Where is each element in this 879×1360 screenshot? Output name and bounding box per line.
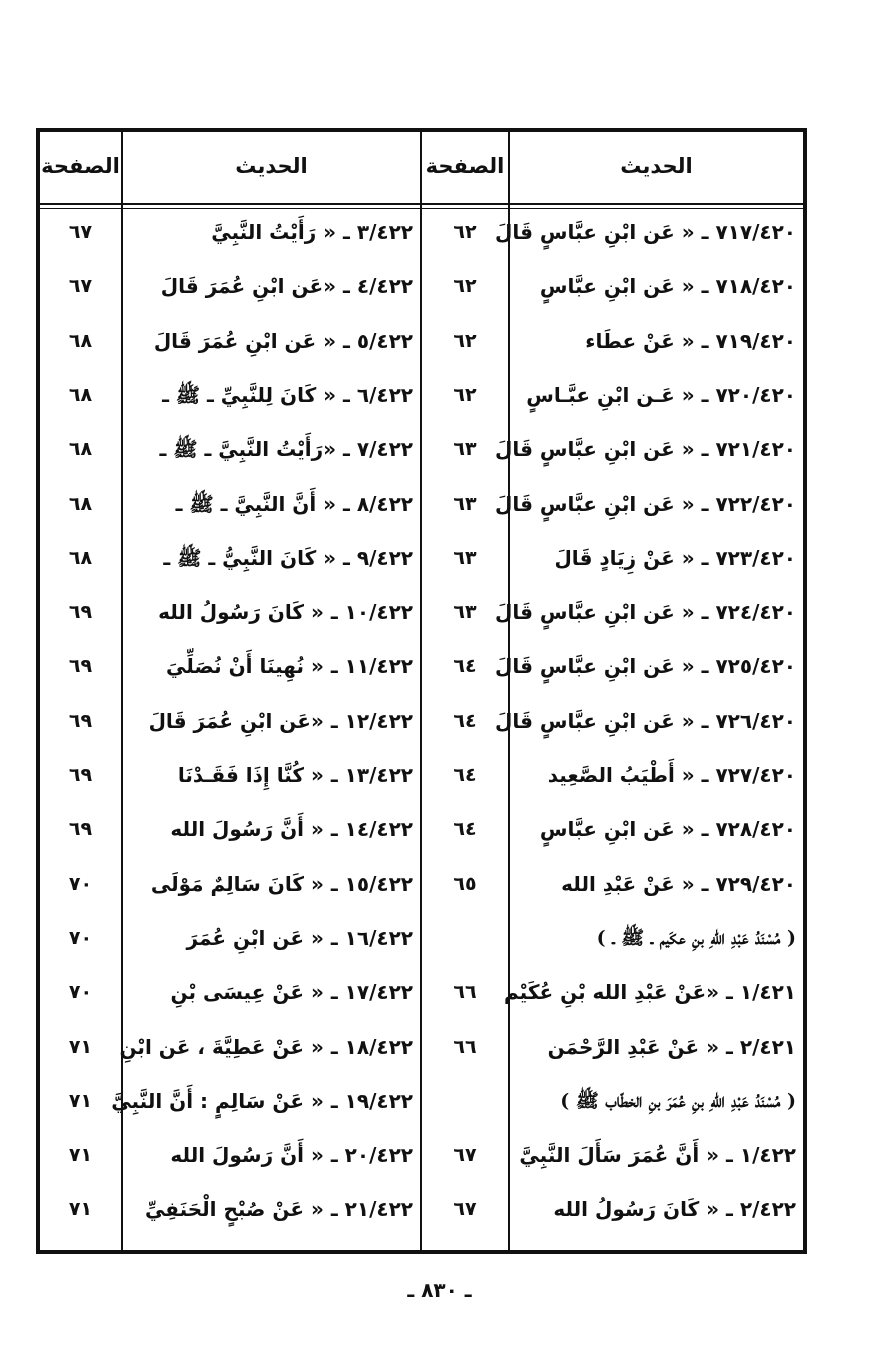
- table-row: [40, 918, 803, 958]
- page-ref: ٦٢: [453, 275, 477, 298]
- hadith-entry: ٧٢٠/٤٢٠ ـ « عَـن ابْنِ عبَّـاسٍ: [526, 382, 796, 407]
- page-ref: ٦٩: [68, 601, 93, 624]
- hadith-entry: ١٢/٤٢٢ ـ «عَن ابْنِ عُمَرَ قَالَ: [148, 708, 413, 733]
- page-ref: ٦٣: [453, 492, 477, 515]
- table-row: [40, 755, 803, 795]
- header-page-left: الصفحة: [41, 154, 120, 178]
- hadith-entry: ١١/٤٢٢ ـ « نُهِينَا أَنْ نُصَلِّيَ: [165, 654, 413, 679]
- hadith-entry: ٧٢٨/٤٢٠ ـ « عَن ابْنِ عبَّاسٍ: [539, 817, 796, 842]
- page-ref: ٦٨: [68, 383, 93, 406]
- page-ref: ٧٠: [68, 981, 93, 1004]
- hadith-entry: ١/٤٢١ ـ «عَنْ عَبْدِ الله بْنِ عُكَيْم: [503, 980, 796, 1005]
- page-ref: ٦٣: [453, 601, 477, 624]
- page-ref: ٦٧: [453, 1144, 477, 1167]
- page-ref: ٦٤: [453, 818, 477, 841]
- page-ref: ٧١: [68, 1035, 93, 1058]
- hadith-entry: ١٧/٤٢٢ ـ « عَنْ عِيسَى بْنِ: [170, 980, 413, 1005]
- hadith-entry: ١٨/٤٢٢ ـ « عَنْ عَطِيَّةَ ، عَن ابْنِ: [119, 1034, 413, 1059]
- page-ref: ٦٤: [453, 709, 477, 732]
- hadith-entry: ١٠/٤٢٢ ـ « كَانَ رَسُولُ الله: [158, 600, 413, 625]
- page-ref: ٦٧: [453, 1198, 477, 1221]
- header-page-right: الصفحة: [425, 154, 505, 178]
- hadith-entry: ١٥/٤٢٢ ـ « كَانَ سَالِمٌ مَوْلَى: [150, 871, 413, 896]
- hadith-entry: ٧٢٧/٤٢٠ ـ « أَطْيَبُ الصَّعِيد: [547, 763, 796, 787]
- table-row: [40, 1081, 803, 1121]
- page-ref: ٦٦: [453, 981, 477, 1004]
- page-number: ـ ٨٣٠ ـ: [407, 1278, 472, 1302]
- table-row: [40, 375, 803, 415]
- hadith-entry: ١٩/٤٢٢ ـ « عَنْ سَالِمٍ : أَنَّ النَّبِيَّ: [111, 1088, 413, 1113]
- page-ref: ٦٨: [68, 329, 93, 352]
- hadith-entry: ٢١/٤٢٢ ـ « عَنْ صُبْحٍ الْحَنَفِيِّ: [144, 1197, 413, 1222]
- hadith-entry: ٧١٩/٤٢٠ ـ « عَنْ عطَاء: [585, 328, 796, 353]
- section-heading: ( مُسْنَدُ عَبْدِ اللهِ بنِ عكَيم ـ ﷺ ـ ): [596, 926, 796, 949]
- index-table: [36, 128, 807, 1254]
- page-ref: ٦٣: [453, 438, 477, 461]
- page-ref: ٦٨: [68, 438, 93, 461]
- table-row: [40, 538, 803, 578]
- hadith-entry: ٩/٤٢٢ ـ « كَانَ النَّبِيُّ ـ ﷺ ـ: [163, 545, 413, 570]
- table-row: [40, 321, 803, 361]
- page-ref: ٦٤: [453, 655, 477, 678]
- header-divider: [40, 208, 803, 209]
- table-row: [40, 212, 803, 252]
- table-row: [40, 1189, 803, 1229]
- page-ref: ٦٩: [68, 709, 93, 732]
- table-row: [40, 592, 803, 632]
- page-ref: ٦٢: [453, 383, 477, 406]
- page-ref: ٦٥: [453, 872, 477, 895]
- hadith-entry: ٣/٤٢٢ ـ « رَأَيْتُ النَّبِيَّ: [211, 220, 413, 244]
- header-divider: [40, 203, 803, 205]
- page-ref: ٦٧: [68, 275, 93, 298]
- hadith-entry: ١٤/٤٢٢ ـ « أَنَّ رَسُولَ الله: [170, 817, 413, 842]
- table-row: [40, 646, 803, 686]
- page-ref: ٦٢: [453, 329, 477, 352]
- section-heading: ( مُسْنَدُ عَبْدِ اللهِ بنِ عُمَرَ بنِ الخطّاب ﷺ ): [560, 1089, 796, 1112]
- page-ref: ٦٨: [68, 546, 93, 569]
- hadith-entry: ٢٠/٤٢٢ ـ « أَنَّ رَسُولَ الله: [170, 1143, 413, 1168]
- hadith-entry: ٧٢٤/٤٢٠ ـ « عَن ابْنِ عبَّاسٍ قَالَ: [495, 600, 796, 625]
- hadith-entry: ٢/٤٢٢ ـ « كَانَ رَسُولُ الله: [553, 1197, 796, 1222]
- hadith-entry: ٧١٨/٤٢٠ ـ « عَن ابْنِ عبَّاسٍ: [539, 274, 796, 299]
- hadith-entry: ٧٢٢/٤٢٠ ـ « عَن ابْنِ عبَّاسٍ قَالَ: [495, 491, 796, 516]
- hadith-entry: ٧٢٣/٤٢٠ ـ « عَنْ زِيَادٍ قَالَ: [554, 545, 796, 570]
- header-hadith-right: الحديث: [620, 154, 693, 178]
- page-ref: ٦٧: [68, 221, 93, 243]
- hadith-entry: ٧٢٦/٤٢٠ ـ « عَن ابْنِ عبَّاسٍ قَالَ: [495, 708, 796, 733]
- page-ref: ٧١: [68, 1144, 93, 1167]
- table-row: [40, 864, 803, 904]
- page-ref: ٦٤: [453, 764, 477, 786]
- table-row: [40, 809, 803, 849]
- page-ref: ٦٢: [453, 221, 477, 243]
- hadith-entry: ٨/٤٢٢ ـ « أَنَّ النَّبِيَّ ـ ﷺ ـ: [175, 491, 413, 516]
- hadith-entry: ٥/٤٢٢ ـ « عَن ابْنِ عُمَرَ قَالَ: [153, 328, 413, 353]
- table-row: [40, 429, 803, 469]
- table-row: [40, 1135, 803, 1175]
- hadith-entry: ٧٢١/٤٢٠ ـ « عَن ابْنِ عبَّاسٍ قَالَ: [495, 437, 796, 462]
- page-ref: ٦٩: [68, 818, 93, 841]
- page-ref: ٧٠: [68, 872, 93, 895]
- table-row: [40, 484, 803, 524]
- hadith-entry: ٧٢٥/٤٢٠ ـ « عَن ابْنِ عبَّاسٍ قَالَ: [495, 654, 796, 679]
- page-ref: ٦٩: [68, 764, 93, 786]
- page-ref: ٧١: [68, 1198, 93, 1221]
- hadith-entry: ٤/٤٢٢ ـ «عَن ابْنِ عُمَرَ قَالَ: [160, 274, 413, 299]
- table-row: [40, 701, 803, 741]
- page-ref: ٦٩: [68, 655, 93, 678]
- page-ref: ٦٦: [453, 1035, 477, 1058]
- hadith-entry: ٦/٤٢٢ ـ « كَانَ لِلنَّبِيِّ ـ ﷺ ـ: [162, 382, 413, 407]
- hadith-entry: ١٦/٤٢٢ ـ « عَن ابْنِ عُمَرَ: [186, 925, 413, 950]
- page-ref: ٦٣: [453, 546, 477, 569]
- hadith-entry: ٢/٤٢١ ـ « عَنْ عَبْدِ الرَّحْمَن: [547, 1034, 796, 1059]
- table-row: [40, 1027, 803, 1067]
- hadith-entry: ١/٤٢٢ ـ « أَنَّ عُمَرَ سَأَلَ النَّبِيَّ: [519, 1143, 796, 1168]
- hadith-entry: ٧٢٩/٤٢٠ ـ « عَنْ عَبْدِ الله: [561, 871, 796, 896]
- page-ref: ٦٨: [68, 492, 93, 515]
- header-hadith-left: الحديث: [235, 154, 308, 178]
- hadith-entry: ١٣/٤٢٢ ـ « كُنَّا إِذَا فَقَـدْنَا: [177, 763, 413, 787]
- page-ref: ٧٠: [68, 926, 93, 949]
- table-row: [40, 266, 803, 306]
- page-ref: ٧١: [68, 1089, 93, 1112]
- hadith-entry: ٧١٧/٤٢٠ ـ « عَن ابْنِ عبَّاسٍ قَالَ: [495, 220, 796, 244]
- hadith-entry: ٧/٤٢٢ ـ «رَأَيْتُ النَّبِيَّ ـ ﷺ ـ: [159, 437, 413, 462]
- table-row: [40, 972, 803, 1012]
